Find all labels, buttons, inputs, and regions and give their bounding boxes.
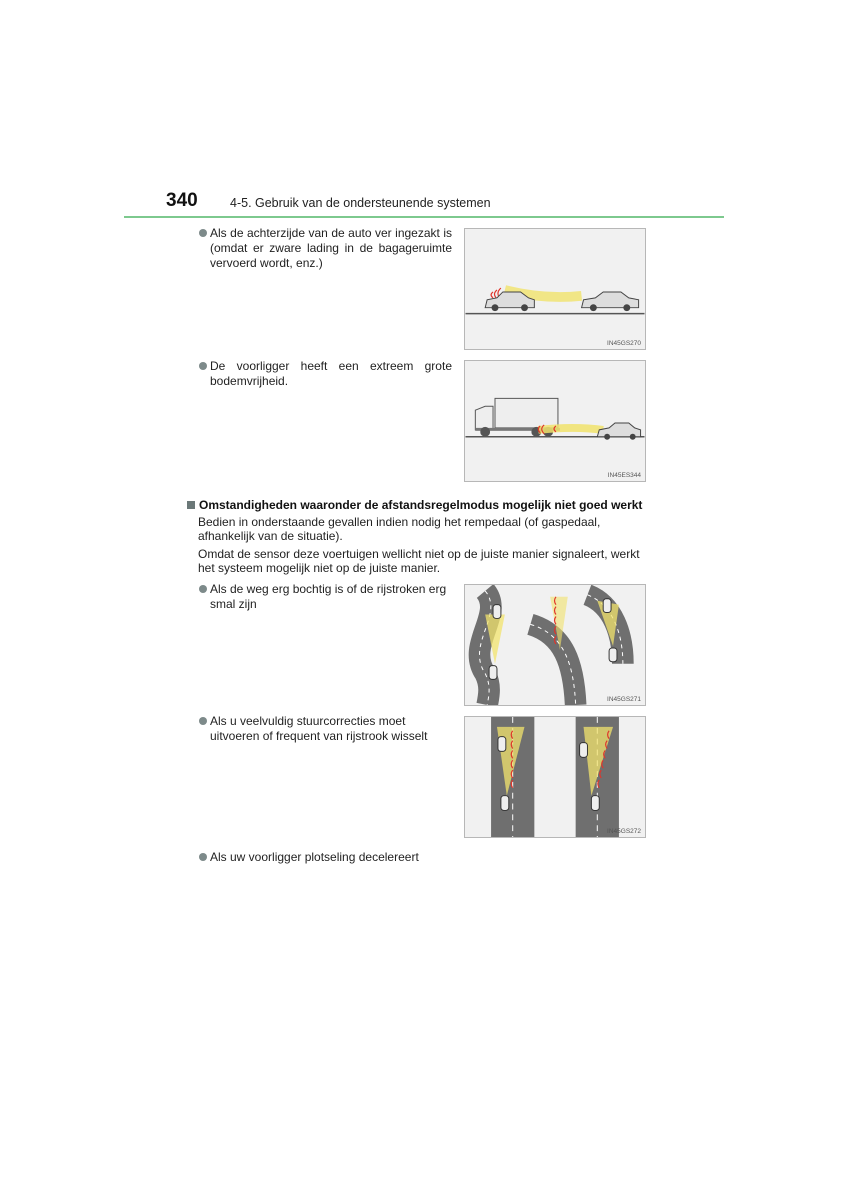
list-item-text: Als uw voorligger plotseling decelereert bbox=[210, 850, 419, 864]
list-item-text: De voorligger heeft een extreem grote bodemvrijheid. bbox=[210, 359, 452, 388]
illustration-curvy-road bbox=[465, 585, 645, 705]
list-item-text: Als de weg erg bochtig is of de rijstroken erg smal zijn bbox=[210, 582, 447, 611]
bullet-icon bbox=[199, 229, 207, 237]
page-number: 340 bbox=[166, 190, 198, 211]
bullet-icon bbox=[199, 362, 207, 370]
header-rule bbox=[124, 216, 724, 218]
list-item-text: Als de achterzijde van de auto ver ingezakt is (omdat er zware lading in de bagageruimte vervoerd wordt, enz.) bbox=[210, 226, 452, 270]
figure-code: IN45GS271 bbox=[607, 696, 641, 703]
figure-code: IN45GS272 bbox=[607, 828, 641, 835]
figure-code: IN45GS270 bbox=[607, 340, 641, 347]
list-item bbox=[199, 359, 453, 393]
figure-lane-changes bbox=[464, 716, 646, 838]
paragraph: Bedien in onderstaande gevallen indien nodig het rempedaal (of gaspedaal, afhankelijk van de situatie). bbox=[198, 515, 601, 543]
subheading bbox=[187, 498, 642, 512]
illustration-rear-sag bbox=[465, 229, 645, 349]
square-bullet-icon bbox=[187, 501, 195, 509]
list-item bbox=[199, 582, 453, 616]
bullet-icon bbox=[199, 717, 207, 725]
list-item bbox=[199, 226, 453, 276]
illustration-truck-clearance bbox=[465, 361, 645, 481]
figure-code: IN45ES344 bbox=[607, 472, 641, 479]
list-item-text: Als u veelvuldig stuurcorrecties moet uitvoeren of frequent van rijstrook wisselt bbox=[210, 714, 428, 743]
paragraph: Omdat de sensor deze voertuigen wellicht niet op de juiste manier signaleert, werkt het systeem mogelijk niet op de juiste manier. bbox=[198, 547, 640, 575]
list-item bbox=[199, 714, 453, 748]
list-item bbox=[199, 850, 453, 868]
figure-truck-clearance bbox=[464, 360, 646, 482]
subheading-text: Omstandigheden waaronder de afstandsregelmodus mogelijk niet goed werkt bbox=[199, 498, 643, 512]
bullet-icon bbox=[199, 853, 207, 861]
illustration-lane-changes bbox=[465, 717, 645, 837]
figure-curvy-road bbox=[464, 584, 646, 706]
bullet-icon bbox=[199, 585, 207, 593]
figure-rear-sag bbox=[464, 228, 646, 350]
section-title: 4-5. Gebruik van de ondersteunende systemen bbox=[230, 196, 491, 210]
